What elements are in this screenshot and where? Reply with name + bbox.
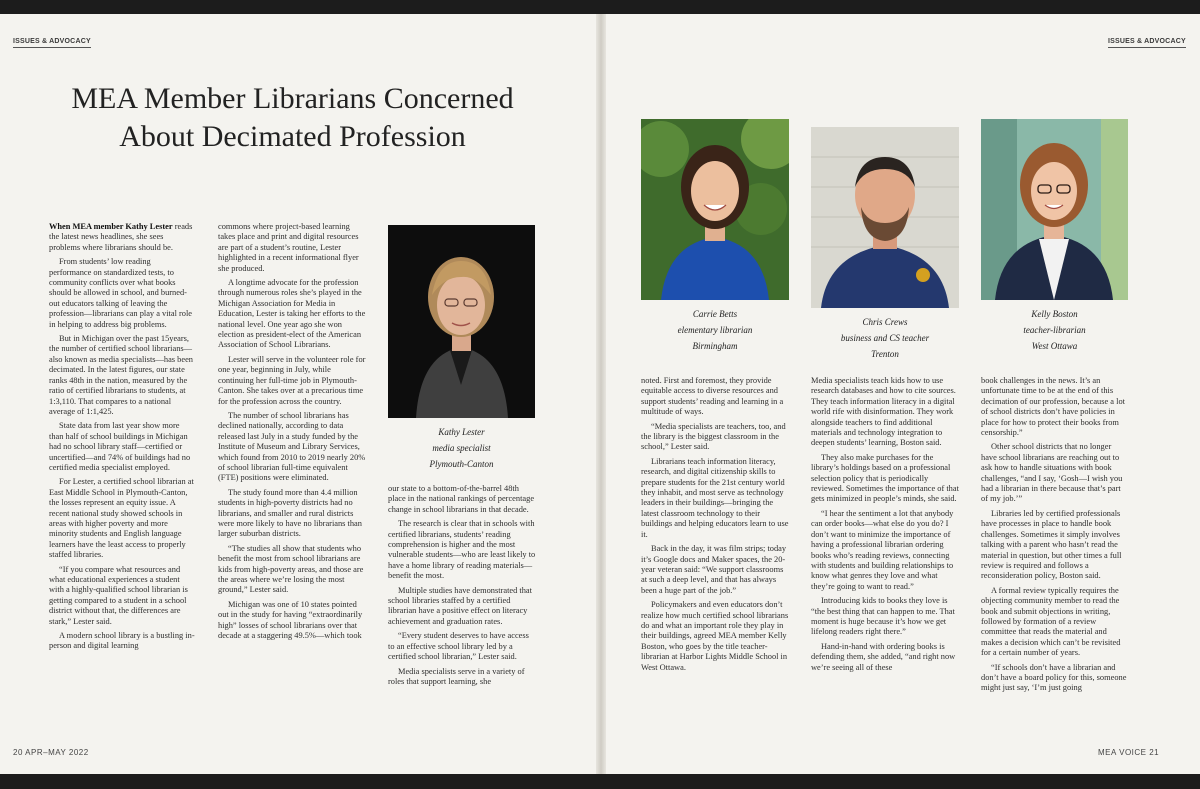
paragraph: Librarians teach information literacy, research, and digital citizenship skills to prepare students for the 21st century world they inhabit, and most serve as technology leaders in their buildings—bringing the latest classroom technology to their buildings and helping educators learn to use it. (641, 456, 789, 539)
text-column-4 (641, 376, 789, 742)
title-line-1: MEA Member Librarians Concerned (71, 82, 514, 115)
paragraph: They also make purchases for the library’s holdings based on a professional selection policy that is periodically reviewed. Sometimes the importance of that gets minimized in people’s minds, she said. (811, 452, 959, 504)
text-column-6 (981, 376, 1129, 742)
caption-name: Kelly Boston (1031, 309, 1078, 319)
page-folio-right: MEA VOICE 21 (1098, 748, 1160, 757)
caption-place: Plymouth-Canton (429, 459, 494, 469)
paragraph: A formal review typically requires the objecting community member to read the book and submit objections in writing, followed by formation of a review committee that reads the material and makes a decision which can’t be revisited for a certain number of years. (981, 585, 1121, 658)
caption-role: business and CS teacher (840, 333, 930, 343)
paragraph: A longtime advocate for the profession through numerous roles she’s played in the Michigan Association for Media in Education, Lester is taking her efforts to the national level. One year ago she won election as president-elect of the American Association of School Librarians. (218, 278, 366, 350)
boston-caption (981, 306, 1128, 354)
paragraph: “Every student deserves to have access to an effective school library led by a certified school librarian,” Lester said. (388, 631, 529, 662)
paragraph: Multiple studies have demonstrated that school libraries staffed by a certified librarian have a positive effect on literacy achievement and graduation rates. (388, 585, 532, 626)
title-line-2: About Decimated Profession (119, 120, 466, 153)
paragraph: Policymakers and even educators don’t realize how much certified school librarians do and what an important role they play in their buildings, agreed MEA member Kelly Boston, who goes by the title teacher-librarian at Harbor Lights Middle School in West Ottawa. (641, 600, 789, 672)
paragraph: Media specialists serve in a variety of roles that support learning, she (388, 666, 525, 686)
crews-caption (811, 314, 959, 362)
caption-name: Carrie Betts (692, 309, 738, 319)
paragraph: Hand-in-hand with ordering books is defending them, she added, “and right now we’re seeing all of these (811, 641, 956, 672)
paragraph: The study found more than 4.4 million students in high-poverty districts had no librarians, and smaller and rural districts were more likely to have no librarians than larger suburban districts. (218, 487, 362, 539)
paragraph: But in Michigan over the past 15years, the number of certified school librarians—also known as media specialists—has been decimated. In the latest figures, our state ranks 48th in the nation, measured by the ratio of certified librarians to students, at 1:3,110. That compares to a national average of 1:1,425. (49, 334, 193, 416)
paragraph: “Media specialists are teachers, too, and the library is the biggest classroom in the school,” Lester said. (641, 421, 786, 452)
paragraph: “The studies all show that students who benefit the most from school librarians are kids from high-poverty areas, and those are the areas where we’re losing the most ground,” Lester said. (218, 543, 364, 595)
lead-rest: reads the latest news headlines, she sees problems where librarians should be. (49, 222, 193, 252)
text-column-5 (811, 376, 959, 742)
paragraph: “If schools don’t have a librarian and don’t have a board policy for this, someone might just say, ‘I’m just going (981, 662, 1127, 693)
paragraph: State data from last year show more than half of school buildings in Michigan had no school library staff—certified or uncertified—and 74% of buildings had no certified media specialist employed. (49, 421, 191, 472)
page-gutter (596, 14, 606, 774)
paragraph: our state to a bottom-of-the-barrel 48th place in the national rankings of percentage change in school librarians in that decade. (388, 484, 535, 514)
caption-name: Kathy Lester (438, 427, 485, 437)
caption-place: West Ottawa (1031, 341, 1078, 351)
kelly-boston-photo (981, 119, 1128, 300)
text-column-2 (218, 222, 366, 742)
paragraph: The research is clear that in schools with certified librarians, students’ reading comprehension is higher and the most vulnerable students—who are least likely to have a home library of reading materials—benefit the most. (388, 519, 536, 581)
paragraph: Back in the day, it was film strips; today it’s Google docs and Maker spaces, the 20-year veteran said: “We support classrooms at such a deep level, and that has always been a huge part of the job.” (641, 544, 787, 595)
paragraph: Introducing kids to books they love is “the best thing that can happen to me. That moment is huge because it’s how we get lifelong readers right there.” (811, 596, 955, 637)
paragraph: From students’ low reading performance on standardized tests, to community conflicts over what books should be allowed in school, and burned-out educators talking of leaving the profession—librarians can play a vital role in helping to address big problems. (49, 257, 193, 329)
paragraph: For Lester, a certified school librarian at East Middle School in Plymouth-Canton, the losses represent an equity issue. A recent national study showed schools in areas with higher poverty and more minority students and English language learners have the least access to properly staffed libraries. (49, 477, 194, 560)
caption-role: elementary librarian (677, 325, 753, 335)
betts-caption (641, 306, 789, 354)
text-column-1 (49, 222, 195, 742)
lead-paragraph (49, 222, 195, 253)
page-folio-left: 20 APR–MAY 2022 (13, 748, 89, 757)
section-tag-left: ISSUES & ADVOCACY (13, 38, 91, 48)
paragraph: Media specialists teach kids how to use research databases and how to cite sources. They teach information literacy in a digital world rife with disinformation. They work alongside teachers to find additional materials and technology integration to deepen students’ learning, Boston said. (811, 376, 956, 448)
paragraph: A modern school library is a bustling in-person and digital learning (49, 631, 195, 651)
paragraph: commons where project-based learning takes place and print and digital resources are part of a student’s routine, Lester highlighted in a recent informational flyer she produced. (218, 222, 359, 273)
chris-crews-photo (811, 127, 959, 308)
article-title (20, 80, 565, 156)
paragraph: book challenges in the news. It’s an unfortunate time to be at the end of this decimation of our profession, because a lot of school districts don’t have policies in place for how to protect their books from censorship.” (981, 376, 1125, 438)
lead-bold: When MEA member Kathy Lester (49, 222, 173, 231)
carrie-betts-photo (641, 119, 789, 300)
caption-place: Birmingham (692, 341, 738, 351)
paragraph: noted. First and foremost, they provide equitable access to diverse resources and support students’ reading and learning in a multitude of ways. (641, 376, 784, 417)
paragraph: Michigan was one of 10 states pointed out in the study for having “extraordinarily high” losses of school librarians over that decade at a staggering 49.5%—which took (218, 599, 363, 641)
kathy-lester-photo (388, 225, 535, 418)
magazine-spread (0, 14, 1200, 774)
lester-caption (388, 424, 535, 472)
caption-place: Trenton (871, 349, 899, 359)
paragraph: “If you compare what resources and what educational experiences a student with a highly-qualified school librarian is getting compared to a student in a school district without that, the differences are stark,” Lester said. (49, 564, 188, 626)
caption-role: media specialist (432, 443, 491, 453)
section-tag-right: ISSUES & ADVOCACY (1108, 38, 1186, 48)
text-column-3 (388, 484, 536, 742)
paragraph: “I hear the sentiment a lot that anybody can order books—what else do you do? I don’t want to minimize the importance of having a professional librarian ordering books who’s reading reviews, connecting with students and building relationships to know what genres they love and what they’re going to want to read.” (811, 508, 954, 591)
paragraph: The number of school librarians has declined nationally, according to data released last July in a study funded by the Institute of Museum and Library Services, which found from 2010 to 2019 nearly 20% of school librarian full-time equivalent (FTE) positions were eliminated. (218, 410, 366, 483)
caption-role: teacher-librarian (1023, 325, 1086, 335)
paragraph: Libraries led by certified professionals have processes in place to handle book challenges. Sometimes it simply involves talking with a parent who hasn’t read the material in question, but other times a full review is required and follows a reconsideration policy, Boston said. (981, 508, 1122, 581)
paragraph: Lester will serve in the volunteer role for one year, beginning in July, while continuing her full-time job in Plymouth-Canton. She takes over at a precarious time for the profession across the country. (218, 354, 366, 406)
paragraph: Other school districts that no longer have school librarians are reaching out to ask how to handle situations with book challenges, “and I say, ‘Gosh—I wish you had a librarian in there because that’s part of my job.’” (981, 442, 1123, 504)
caption-name: Chris Crews (862, 317, 908, 327)
